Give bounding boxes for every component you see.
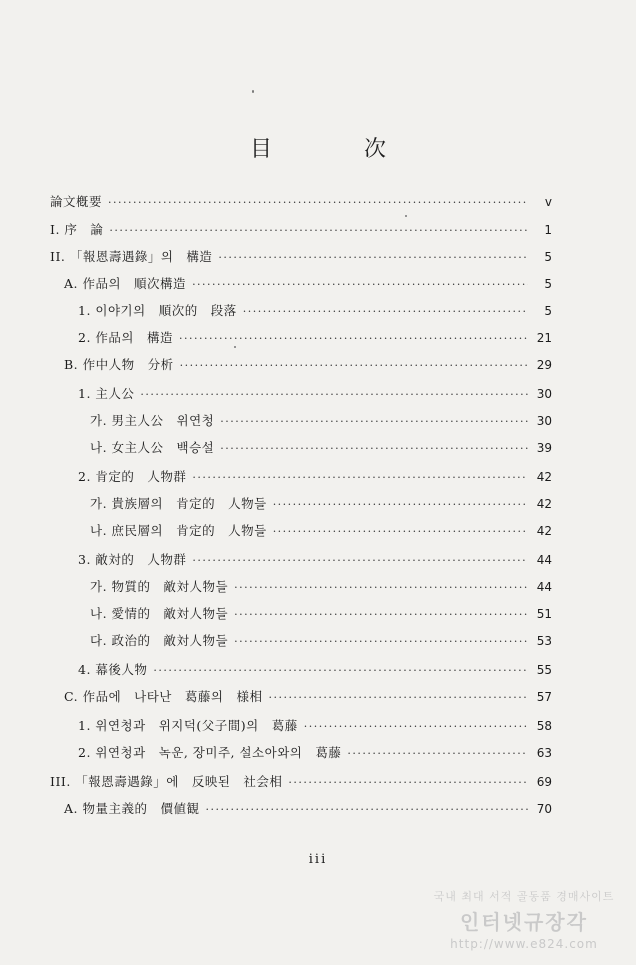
toc-entry	[64, 355, 552, 375]
toc-entry-page: 42	[536, 470, 552, 484]
leader-dots	[234, 605, 528, 625]
toc-entry-label: 1. 이야기의 順次的 段落	[78, 303, 237, 318]
toc-entry-label: 1. 主人公	[78, 386, 135, 401]
paper-speck	[234, 346, 236, 348]
toc-entry-page: 44	[536, 580, 552, 594]
toc-entry-page: 29	[536, 358, 552, 372]
toc-entry-label: 가. 物質的 敵対人物들	[90, 579, 229, 594]
toc-entry-label: 論文槪要	[50, 194, 103, 209]
toc-entry-page: 53	[536, 634, 552, 648]
leader-dots	[220, 412, 528, 432]
paper-speck	[252, 90, 254, 93]
watermark	[424, 888, 624, 951]
toc-entry-page: 51	[536, 607, 552, 621]
leader-dots	[140, 385, 528, 405]
toc-entry	[64, 274, 552, 294]
title-char-right: 次	[364, 137, 387, 162]
toc-entry-label: A. 作品의 順次構造	[64, 276, 187, 291]
toc-entry	[78, 743, 552, 763]
leader-dots	[268, 688, 528, 708]
toc-entry	[90, 604, 552, 624]
toc-entry-page: 44	[536, 553, 552, 567]
toc-entry	[78, 660, 552, 680]
paper-speck	[405, 215, 407, 217]
toc-entry	[78, 467, 552, 487]
leader-dots	[220, 439, 528, 459]
page-title	[0, 132, 636, 163]
toc-entry-label: 나. 女主人公 백승설	[90, 440, 215, 455]
toc-entry-label: 2. 作品의 構造	[78, 330, 173, 345]
toc-entry-label: 3. 敵対的 人物群	[78, 552, 187, 567]
toc-entry	[90, 521, 552, 541]
toc-entry	[50, 220, 552, 240]
toc-entry-label: 2. 위연청과 녹운, 장미주, 설소아와의 葛藤	[78, 745, 342, 760]
leader-dots	[243, 302, 528, 322]
toc-entry	[78, 716, 552, 736]
toc-entry-label: 1. 위연청과 위지덕(父子間)의 葛藤	[78, 718, 298, 733]
toc-entry-page: 63	[536, 746, 552, 760]
toc-entry-page: 21	[536, 331, 552, 345]
toc-entry-label: 나. 庶民層의 肯定的 人物들	[90, 523, 267, 538]
leader-dots	[192, 551, 528, 571]
toc-entry	[64, 687, 552, 707]
toc-entry	[64, 799, 552, 819]
leader-dots	[205, 800, 528, 820]
toc-entry-label: III. 「報恩壽遇錄」에 反映된 社会相	[50, 774, 283, 789]
leader-dots	[304, 717, 528, 737]
toc-entry-page: 5	[544, 277, 552, 291]
toc-entry	[90, 631, 552, 651]
leader-dots	[179, 329, 528, 349]
toc-entry-page: 58	[536, 719, 552, 733]
toc-entry-label: C. 作品에 나타난 葛藤의 様相	[64, 689, 263, 704]
toc-entry-label: 2. 肯定的 人物群	[78, 469, 187, 484]
toc-entry	[90, 494, 552, 514]
toc-entry-page: v	[544, 195, 552, 209]
toc-entry-label: II. 「報恩壽遇錄」의 構造	[50, 249, 213, 264]
leader-dots	[192, 275, 528, 295]
toc-entry-page: 30	[536, 387, 552, 401]
toc-entry	[78, 328, 552, 348]
toc-entry-label: 가. 男主人公 위연청	[90, 413, 215, 428]
toc-entry	[78, 550, 552, 570]
leader-dots	[218, 248, 528, 268]
toc-entry-label: B. 作中人物 分析	[64, 357, 174, 372]
toc-entry-label: I. 序 論	[50, 222, 104, 237]
toc-entry-label: 4. 幕後人物	[78, 662, 148, 677]
toc-entry	[90, 411, 552, 431]
leader-dots	[273, 495, 528, 515]
toc-entry	[90, 438, 552, 458]
toc-entry	[78, 384, 552, 404]
toc-entry-label: 가. 貴族層의 肯定的 人物들	[90, 496, 267, 511]
title-char-left: 目	[249, 137, 272, 162]
toc-entry	[50, 247, 552, 267]
toc-entry-page: 70	[536, 802, 552, 816]
toc-entry-page: 5	[544, 304, 552, 318]
toc-entry-page: 42	[536, 497, 552, 511]
watermark-brand: 인터넷규장각	[460, 910, 588, 934]
leader-dots	[180, 356, 528, 376]
toc-entry-page: 55	[536, 663, 552, 677]
watermark-tagline: 국내 최대 서적 골동품 경매사이트	[433, 890, 615, 903]
toc-entry-page: 30	[536, 414, 552, 428]
toc-entry	[78, 301, 552, 321]
leader-dots	[109, 221, 528, 241]
leader-dots	[234, 578, 528, 598]
toc-entry-page: 5	[544, 250, 552, 264]
leader-dots	[288, 773, 528, 793]
toc-entry-label: 나. 愛情的 敵対人物들	[90, 606, 229, 621]
toc-entry-page: 69	[536, 775, 552, 789]
toc-entry	[90, 577, 552, 597]
leader-dots	[273, 522, 528, 542]
leader-dots	[234, 632, 528, 652]
leader-dots	[108, 193, 528, 213]
toc-entry-page: 39	[536, 441, 552, 455]
page-number: iii	[308, 852, 328, 867]
leader-dots	[192, 468, 528, 488]
toc-entry-page: 1	[544, 223, 552, 237]
toc-entry-page: 57	[536, 690, 552, 704]
leader-dots	[347, 744, 528, 764]
toc-entry-page: 42	[536, 524, 552, 538]
watermark-url: http://www.e824.com	[450, 937, 598, 951]
toc-entry-label: 다. 政治的 敵対人物들	[90, 633, 229, 648]
toc-entry	[50, 772, 552, 792]
leader-dots	[153, 661, 528, 681]
toc-entry-label: A. 物量主義的 價値観	[64, 801, 200, 816]
toc-entry	[50, 192, 552, 212]
